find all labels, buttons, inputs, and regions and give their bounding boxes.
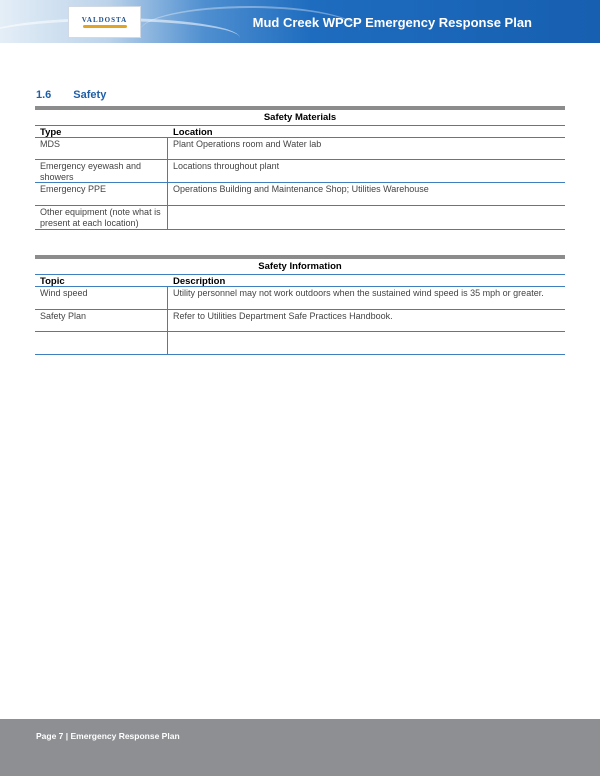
type-cell: Other equipment (note what is present at each location) <box>35 206 168 229</box>
logo-swoosh <box>83 25 127 28</box>
column-header-description: Description <box>173 276 226 287</box>
description-cell <box>168 332 565 354</box>
document-title: Mud Creek WPCP Emergency Response Plan <box>252 15 532 30</box>
column-header-topic: Topic <box>40 276 65 287</box>
column-header-type: Type <box>40 127 62 138</box>
page-header <box>0 0 600 43</box>
table-row <box>35 332 565 355</box>
location-cell: Locations throughout plant <box>173 161 280 171</box>
type-cell: Emergency eyewash and showers <box>35 160 168 182</box>
column-header-location: Location <box>173 127 213 138</box>
logo-text: VALDOSTA <box>81 16 128 24</box>
description-cell: Utility personnel may not work outdoors when the sustained wind speed is 35 mph or greater. <box>173 288 544 298</box>
safety-information-table <box>35 255 565 355</box>
table-row <box>35 160 565 183</box>
section-number: 1.6 <box>36 89 52 101</box>
footer-page-label: Page 7 | Emergency Response Plan <box>36 731 180 741</box>
description-cell: Refer to Utilities Department Safe Practices Handbook. <box>173 311 393 321</box>
topic-cell: Safety Plan <box>35 310 168 331</box>
topic-cell: Wind speed <box>35 287 168 309</box>
location-cell <box>168 206 565 229</box>
table-row <box>35 206 565 230</box>
safety-materials-table <box>35 106 565 230</box>
topic-cell <box>35 332 168 354</box>
page-footer <box>0 719 600 776</box>
table-header-row <box>35 126 565 138</box>
section-heading <box>36 89 106 101</box>
table-row <box>35 287 565 310</box>
type-cell: MDS <box>35 138 168 159</box>
location-cell: Operations Building and Maintenance Shop; Utilities Warehouse <box>173 184 429 194</box>
table-row <box>35 138 565 160</box>
valdosta-logo <box>68 6 141 38</box>
section-title: Safety <box>73 89 107 101</box>
table-row <box>35 310 565 332</box>
table-caption: Safety Materials <box>35 110 565 126</box>
table-header-row <box>35 275 565 287</box>
table-row <box>35 183 565 206</box>
type-cell: Emergency PPE <box>35 183 168 205</box>
table-caption: Safety Information <box>35 259 565 275</box>
location-cell: Plant Operations room and Water lab <box>173 139 322 149</box>
